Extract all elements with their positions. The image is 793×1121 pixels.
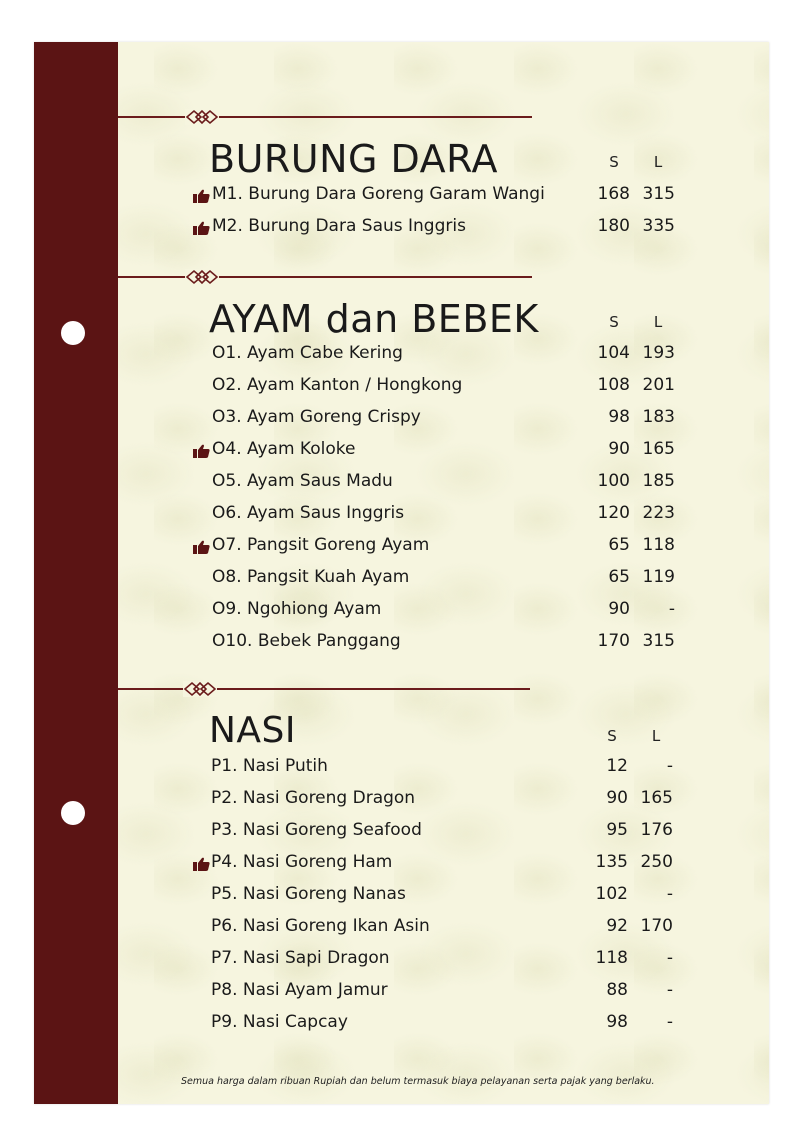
price-large: - [666,756,673,776]
thumbs-up-icon [193,188,210,202]
price-small: 90 [608,599,630,619]
price-large: 165 [640,788,673,808]
price-large: - [668,599,675,619]
price-large: 170 [640,916,673,936]
menu-item-name: O10. Bebek Panggang [212,631,401,651]
menu-item-name: P4. Nasi Goreng Ham [211,852,393,872]
price-small: 98 [608,407,630,427]
price-small: 65 [608,567,630,587]
menu-item-name: P8. Nasi Ayam Jamur [211,980,388,1000]
price-large: 223 [642,503,675,523]
thumbs-up-icon [193,856,210,870]
menu-item-name: O1. Ayam Cabe Kering [212,343,403,363]
menu-item-row [0,912,793,942]
section-divider-line [118,116,532,118]
price-small: 65 [608,535,630,555]
thumbs-up-icon [193,539,210,553]
price-large: 118 [642,535,675,555]
price-small: 88 [606,980,628,1000]
menu-item-row [0,784,793,814]
menu-item-row [0,212,793,242]
price-large: - [666,980,673,1000]
menu-item-row [0,339,793,369]
price-large: 119 [642,567,675,587]
menu-item-name: M1. Burung Dara Goreng Garam Wangi [212,184,545,204]
price-large: 201 [642,375,675,395]
price-small: 118 [595,948,628,968]
menu-item-name: O4. Ayam Koloke [212,439,356,459]
price-small: 100 [597,471,630,491]
price-large: 165 [642,439,675,459]
menu-item-row [0,531,793,561]
size-large-header: L [653,153,663,171]
menu-item-name: P2. Nasi Goreng Dragon [211,788,416,808]
price-footnote: Semua harga dalam ribuan Rupiah dan belum termasuk biaya pelayanan serta pajak yang berlaku. [181,1076,655,1087]
menu-item-row [0,403,793,433]
price-small: 98 [606,1012,628,1032]
price-large: 176 [640,820,673,840]
price-large: - [666,948,673,968]
ornamental-knot-icon [183,681,217,697]
menu-item-row [0,563,793,593]
menu-item-name: P5. Nasi Goreng Nanas [211,884,406,904]
menu-item-row [0,816,793,846]
menu-item-row [0,848,793,878]
section-title: BURUNG DARA [209,137,498,181]
price-large: 183 [642,407,675,427]
ornamental-knot-icon [185,269,219,285]
price-large: 250 [640,852,673,872]
price-small: 180 [597,216,630,236]
price-small: 108 [597,375,630,395]
price-small: 90 [606,788,628,808]
menu-item-row [0,180,793,210]
size-large-header: L [653,313,663,331]
price-large: 315 [642,184,675,204]
section-title: NASI [209,710,297,751]
section-title: AYAM dan BEBEK [209,297,539,341]
section-divider-line [118,276,532,278]
menu-item-row [0,467,793,497]
menu-item-name: P3. Nasi Goreng Seafood [211,820,422,840]
menu-item-row [0,944,793,974]
thumbs-up-icon [193,443,210,457]
price-small: 168 [597,184,630,204]
size-large-header: L [651,727,661,745]
menu-item-row [0,499,793,529]
price-large: 193 [642,343,675,363]
price-small: 90 [608,439,630,459]
menu-item-name: O2. Ayam Kanton / Hongkong [212,375,463,395]
price-large: 335 [642,216,675,236]
section-divider-line [118,688,530,690]
size-small-header: S [607,727,617,745]
price-large: 185 [642,471,675,491]
menu-item-row [0,435,793,465]
price-small: 170 [597,631,630,651]
price-small: 95 [606,820,628,840]
menu-item-name: M2. Burung Dara Saus Inggris [212,216,466,236]
price-large: 315 [642,631,675,651]
menu-item-row [0,627,793,657]
price-small: 92 [606,916,628,936]
price-large: - [666,1012,673,1032]
menu-item-name: O7. Pangsit Goreng Ayam [212,535,430,555]
price-small: 135 [595,852,628,872]
menu-item-name: O5. Ayam Saus Madu [212,471,393,491]
price-small: 102 [595,884,628,904]
menu-item-row [0,371,793,401]
thumbs-up-icon [193,220,210,234]
menu-item-name: P9. Nasi Capcay [211,1012,348,1032]
menu-item-row [0,976,793,1006]
menu-item-row [0,752,793,782]
menu-item-name: O6. Ayam Saus Inggris [212,503,405,523]
ornamental-knot-icon [185,109,219,125]
menu-item-name: P7. Nasi Sapi Dragon [211,948,390,968]
price-small: 104 [597,343,630,363]
price-large: - [666,884,673,904]
menu-item-name: O8. Pangsit Kuah Ayam [212,567,410,587]
size-small-header: S [609,313,619,331]
menu-item-row [0,1008,793,1038]
menu-item-row [0,595,793,625]
price-small: 12 [606,756,628,776]
size-small-header: S [609,153,619,171]
menu-item-name: O3. Ayam Goreng Crispy [212,407,421,427]
menu-item-name: P6. Nasi Goreng Ikan Asin [211,916,430,936]
price-small: 120 [597,503,630,523]
menu-item-row [0,880,793,910]
menu-item-name: P1. Nasi Putih [211,756,328,776]
menu-item-name: O9. Ngohiong Ayam [212,599,382,619]
